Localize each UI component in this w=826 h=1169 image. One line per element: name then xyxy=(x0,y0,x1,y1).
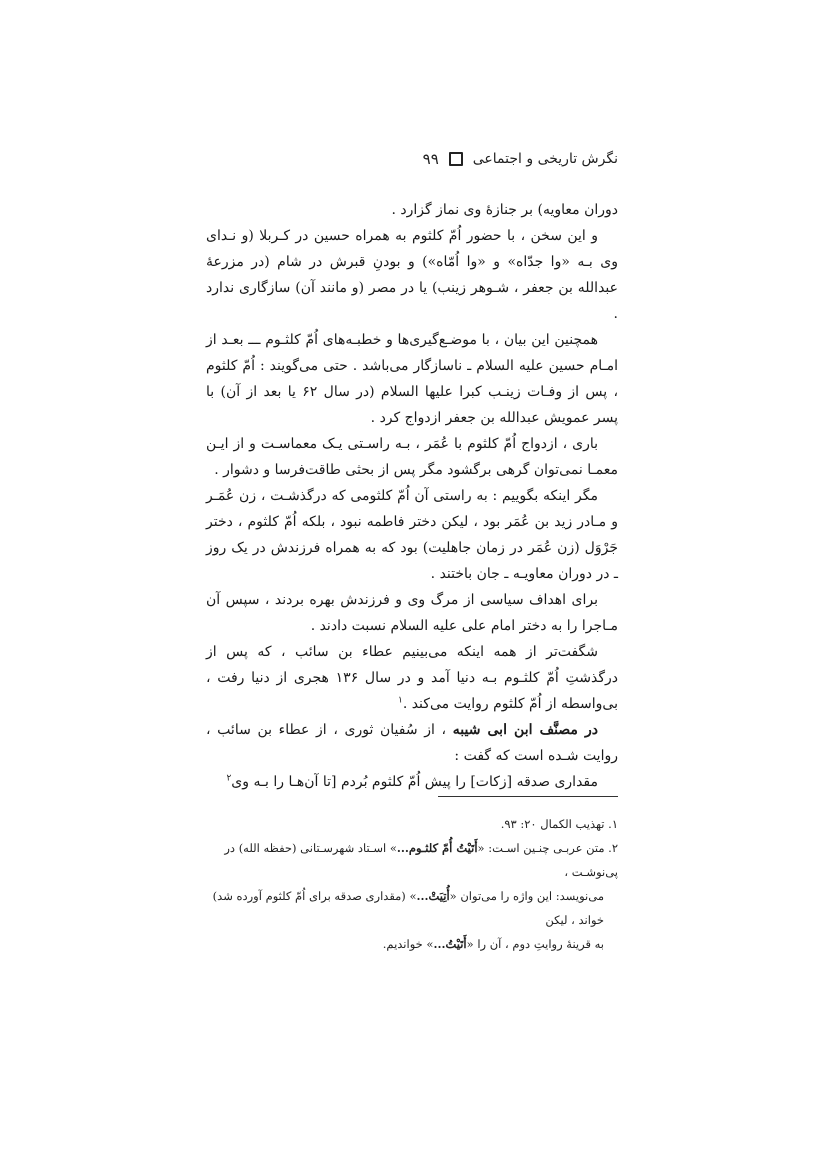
footnote-marker-1[interactable]: ۱ xyxy=(397,695,403,706)
footnote-divider xyxy=(438,796,618,797)
footnote-quote: أُتِیَتْ... xyxy=(416,889,450,903)
footnote-text-b: » (مقداری صدقه برای اُمّ کلثوم آورده شد) خواند ، لیکن xyxy=(212,889,604,927)
footnote-number: ۲. xyxy=(608,841,618,855)
footnote-2-continued xyxy=(206,932,618,956)
paragraph: مگر اینکه بگوییم : به راستی آن اُمّ کلثومی که درگذشـت ، زن عُمَـر و مـادر زید بن عُمَر بود ، لیکن دختر فاطمه نبود ، بلکه اُمّ کلثوم ، دختر جَرْوَل (زن عُمَر در زمان جاهلیت) بود که به همراه فرزندش در یک روز ـ در دوران معاویـه ـ جان باختند . xyxy=(206,488,618,582)
footnotes xyxy=(206,812,618,956)
footnote-text-b: » اسـتاد شهرسـتانی (حفظه الله) در پی‌نوشـت ، xyxy=(224,841,618,879)
paragraph: همچنین این بیان ، با موضـع‌گیری‌ها و خطبـه‌های اُمّ کلثـوم ـــ بعـد از امـام حسین علیه السلام ـ ناسازگار می‌باشد . حتی می‌گویند : اُمّ کلثوم ، پس از وفـات زینـب کبرا علیها السلام (در سال ۶۲ یا بعد از آن) با پسر عمویش عبدالله بن جعفر ازدواج کرد . xyxy=(206,332,618,426)
paragraph: برای اهداف سیاسی از مرگ وی و فرزندش بهره بردند ، سپس آن مـاجرا را به دختر امام علی علیه السلام نسبت دادند . xyxy=(206,592,618,634)
paragraph-with-footnote-1 xyxy=(206,639,618,717)
paragraph-text: مقداری صدقه [زکات] را پیش اُمّ کلثوم بُردم [تا آن‌هـا را بـه وی xyxy=(231,774,598,790)
paragraph: باری ، ازدواج اُمّ کلثوم با عُمَر ، بـه راسـتی یـک معماسـت و از ایـن معمـا نمی‌توان گرهی برگشود مگر پس از بحثی طاقت‌فرسا و دشوار . xyxy=(206,436,618,478)
running-title: نگرش تاریخی و اجتماعی xyxy=(472,151,618,167)
quotation-paragraph xyxy=(206,769,618,795)
source-title: در مصنَّف ابن ابی شیبه xyxy=(452,722,599,738)
paragraph: و این سخن ، با حضور اُمّ کلثوم به همراه حسین در کـربلا (و نـدای وی بـه «وا جدّاه» و «وا اُمّاه») و بودنِ قبرش در شام (در مزرعهٔ عبدالله بن جعفر ، شـوهر زینب) یا در مصر (و مانند آن) سازگاری ندارد . xyxy=(206,228,618,322)
footnote-text-b: » خواندیم. xyxy=(382,937,434,951)
footnote-number: ۱. xyxy=(608,817,618,831)
footnote-2 xyxy=(206,836,618,884)
paragraph-source xyxy=(206,717,618,769)
footnote-marker-2[interactable]: ۲ xyxy=(226,773,232,784)
footnote-text-a: به قرینهٔ روایتِ دوم ، آن را « xyxy=(466,937,604,951)
footnote-text-a: می‌نویسد: این واژه را می‌توان « xyxy=(449,889,604,903)
footnote-quote: أَتَیْتُ... xyxy=(433,937,467,951)
paragraph: دوران معاویه) بر جنازهٔ وی نماز گزارد . xyxy=(391,202,618,218)
page-number: ۹۹ xyxy=(422,150,439,168)
header-box-icon xyxy=(449,152,463,166)
footnote-2-continued xyxy=(206,884,618,932)
footnote-quote: أَتَیْتُ أُمّ کلثـوم... xyxy=(396,841,478,855)
paragraph-text: ، از سُفیان ثوری ، از عطاء بن سائب ، روایت شـده است که گفت : xyxy=(206,722,618,764)
main-text xyxy=(206,197,618,795)
footnote-text-a: متن عربـی چنـین اسـت: « xyxy=(477,841,605,855)
footnote-text: تهذیب الکمال ۲۰: ۹۳. xyxy=(500,817,605,831)
footnote-1 xyxy=(206,812,618,836)
paragraph-text: شگفت‌تر از همه اینکه می‌بینیم عطاء بن سائب ، که پس از درگذشتِ اُمّ کلثـوم بـه دنیا آمد و در سال ۱۳۶ هجری از دنیا رفت ، بی‌واسطه از اُمّ کلثوم روایت می‌کند . xyxy=(206,644,618,712)
running-header xyxy=(423,150,618,168)
